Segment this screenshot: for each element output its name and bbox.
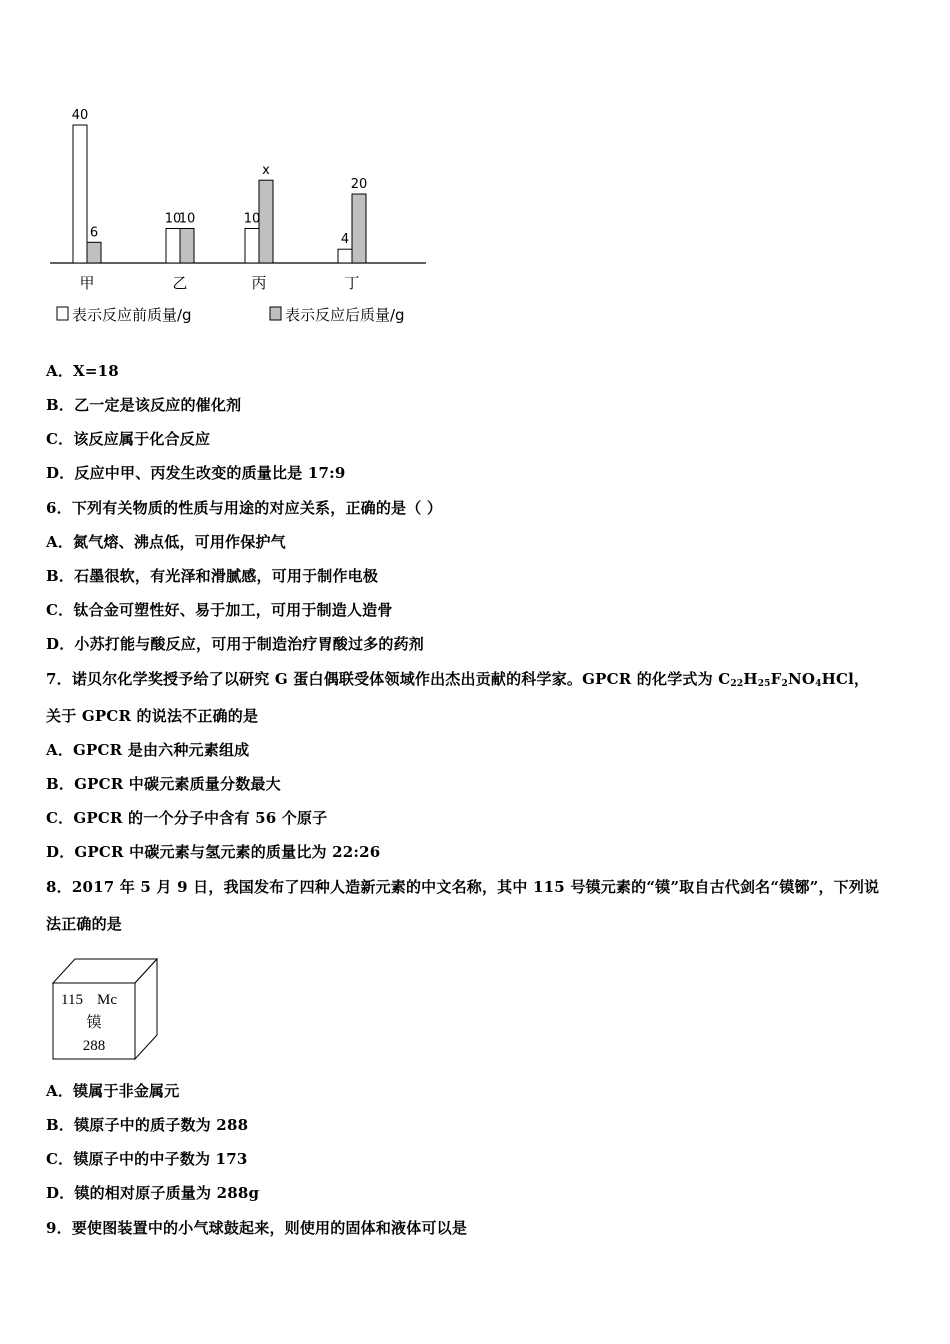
q8-option-d: D．镆的相对原子质量为 288g [46,1184,260,1202]
bar-label-after-3: 20 [350,177,368,192]
bar-before-1 [166,229,180,264]
bar-before-2 [245,229,259,264]
q6-option-b: B．石墨很软，有光泽和滑腻感，可用于制作电极 [46,567,379,585]
bar-after-2 [259,180,273,263]
bar-label-before-1: 10 [164,211,182,227]
bar-before-0 [73,125,87,263]
q8-option-c: C．镆原子中的中子数为 173 [46,1150,248,1168]
q8-option-a: A．镆属于非金属元 [46,1082,180,1100]
q7-option-c: C．GPCR 的一个分子中含有 56 个原子 [46,809,328,827]
element-name: 镆 [86,1015,102,1031]
q7-option-a: A．GPCR 是由六种元素组成 [46,741,250,759]
category-label-1: 乙 [172,274,188,292]
gpcr-formula: $C_{22}H_{25}F_2NO_4HCl$ [718,670,855,689]
q8-stem: 8．2017 年 5 月 9 日，我国发布了四种人造新元素的中文名称，其中 115 号镆元素的“镆”取自古代剑名“镆铘”，下列说 [46,878,880,896]
q7-stem: 7．诺贝尔化学奖授予给了以研究 G 蛋白偶联受体领域作出杰出贡献的科学家。GPCR 的化学式为 $C_{22}H_{25}F_2NO_4HCl$， [46,670,870,689]
category-label-0: 甲 [79,274,95,292]
bar-before-3 [338,249,352,263]
q6-stem: 6．下列有关物质的性质与用途的对应关系，正确的是（ ） [46,499,443,517]
bar-label-after-2: x [262,163,270,179]
element-mass: 288 [82,1038,106,1054]
q8-stem-line2: 法正确的是 [46,915,123,933]
q7-option-b: B．GPCR 中碳元素质量分数最大 [46,775,281,793]
q5-option-c: C．该反应属于化合反应 [46,430,211,448]
q7-stem-prefix: 7．诺贝尔化学奖授予给了以研究 G 蛋白偶联受体领域作出杰出贡献的科学家。GPCR 的化学式为 [46,670,719,688]
bar-label-before-2: 10 [243,211,261,227]
mass-bar-chart [40,95,440,330]
legend-label-1: 表示反应后质量/g [285,306,405,324]
bar-after-0 [87,242,101,263]
q7-option-d: D．GPCR 中碳元素与氢元素的质量比为 22:26 [46,843,381,861]
q5-option-a: A．X=18 [46,362,119,380]
category-label-3: 丁 [344,274,360,292]
legend-swatch-1 [270,307,281,320]
q6-option-c: C．钛合金可塑性好、易于加工，可用于制造人造骨 [46,601,393,619]
bar-label-after-1: 10 [178,211,196,227]
element-card [45,955,163,1063]
q9-stem: 9．要使图装置中的小气球鼓起来，则使用的固体和液体可以是 [46,1219,468,1237]
category-label-2: 丙 [251,274,267,292]
bar-label-before-0: 40 [71,108,89,123]
q5-option-d: D．反应中甲、丙发生改变的质量比是 17:9 [46,464,346,482]
element-symbol: Mc [97,992,117,1008]
bar-after-3 [352,194,366,263]
element-number: 115 [61,992,83,1008]
q7-stem-line2: 关于 GPCR 的说法不正确的是 [46,707,259,725]
bar-label-before-3: 4 [340,232,350,248]
q6-option-a: A．氮气熔、沸点低，可用作保护气 [46,533,286,551]
legend-label-0: 表示反应前质量/g [72,306,192,324]
q5-option-b: B．乙一定是该反应的催化剂 [46,396,242,414]
q8-option-b: B．镆原子中的质子数为 288 [46,1116,249,1134]
legend-swatch-0 [57,307,68,320]
bar-after-1 [180,229,194,264]
q6-option-d: D．小苏打能与酸反应，可用于制造治疗胃酸过多的药剂 [46,635,425,653]
bar-label-after-0: 6 [89,225,99,241]
